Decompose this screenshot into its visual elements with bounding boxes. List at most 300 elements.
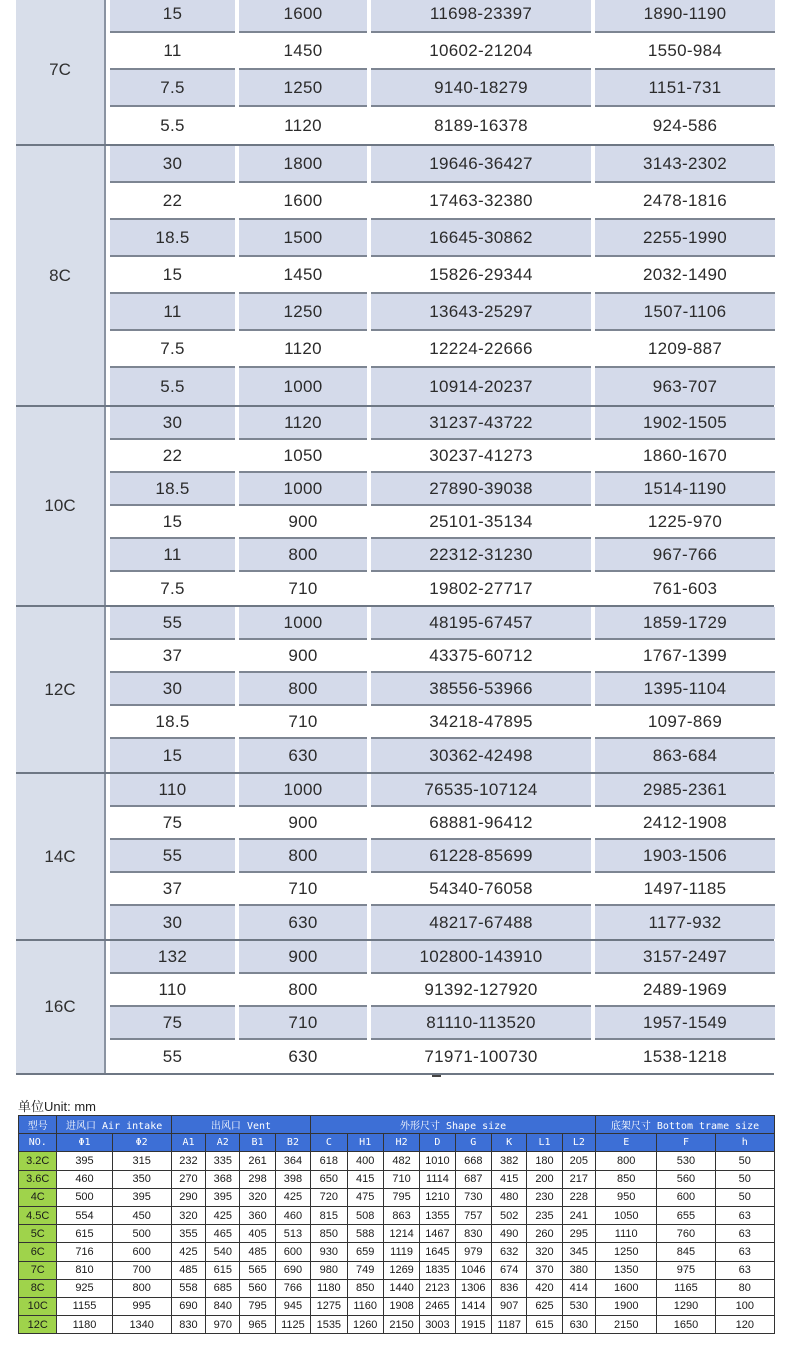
airflow-cell: 102800-143910 [371, 941, 591, 974]
speed-cell: 1600 [239, 0, 367, 33]
performance-row [106, 146, 775, 183]
dimension-cell: 2150 [596, 1316, 657, 1334]
performance-row [106, 774, 775, 807]
dimension-cell: 760 [657, 1225, 715, 1243]
speed-cell: 1500 [239, 220, 367, 257]
dimension-cell: 1414 [455, 1297, 491, 1315]
pressure-cell: 1097-869 [595, 706, 775, 739]
dimension-cell: 632 [491, 1243, 526, 1261]
dimension-cell: 1645 [420, 1243, 455, 1261]
dimension-cell: 180 [527, 1152, 562, 1170]
dimension-cell: 690 [171, 1297, 205, 1315]
dimension-cell: 674 [491, 1261, 526, 1279]
dimension-cell: 355 [171, 1225, 205, 1243]
dimension-cell: 414 [562, 1279, 595, 1297]
column-header: A2 [206, 1134, 240, 1152]
pressure-cell: 1860-1670 [595, 440, 775, 473]
dimension-cell: 700 [112, 1261, 171, 1279]
dimension-cell: 1350 [596, 1261, 657, 1279]
dimension-cell: 425 [206, 1206, 240, 1224]
pressure-cell: 924-586 [652, 115, 718, 135]
dimension-cell: 565 [240, 1261, 275, 1279]
power-cell: 15 [110, 739, 235, 772]
pressure-cell: 1497-1185 [595, 873, 775, 906]
power-cell: 5.5 [160, 115, 185, 135]
power-cell: 110 [110, 774, 235, 807]
performance-row [106, 572, 775, 605]
column-header: H1 [347, 1134, 383, 1152]
power-cell: 22 [110, 183, 235, 220]
power-cell: 18.5 [110, 473, 235, 506]
performance-row [106, 407, 775, 440]
dimension-cell: 1908 [383, 1297, 419, 1315]
dimension-cell: 600 [657, 1188, 715, 1206]
dimension-cell: 500 [57, 1188, 112, 1206]
spec-table-body [19, 1152, 775, 1334]
dimension-cell: 716 [57, 1243, 112, 1261]
airflow-cell: 54340-76058 [371, 873, 591, 906]
dimension-cell: 970 [206, 1316, 240, 1334]
speed-cell: 900 [239, 941, 367, 974]
performance-row [106, 331, 775, 368]
column-header: NO. [19, 1134, 57, 1152]
dimension-cell: 235 [527, 1206, 562, 1224]
spec-row [19, 1225, 775, 1243]
dimension-cell: 360 [240, 1206, 275, 1224]
column-header: L2 [562, 1134, 595, 1152]
performance-row [106, 607, 775, 640]
airflow-cell: 10914-20237 [371, 368, 591, 405]
dimension-cell: 840 [206, 1297, 240, 1315]
model-cell: 8C [19, 1279, 57, 1297]
spec-row [19, 1261, 775, 1279]
performance-row [106, 706, 775, 739]
power-cell: 5.5 [110, 368, 235, 405]
dimension-cell: 480 [491, 1188, 526, 1206]
dimension-cell: 228 [562, 1188, 595, 1206]
pressure-cell: 1550-984 [595, 33, 775, 70]
dimension-cell: 460 [275, 1206, 310, 1224]
dimension-cell: 1275 [311, 1297, 347, 1315]
airflow-cell: 9140-18279 [371, 70, 591, 107]
header-bottom-frame-size: 底架尺寸 Bottom trame size [596, 1116, 775, 1134]
dimension-cell: 398 [275, 1170, 310, 1188]
dimension-cell: 930 [311, 1243, 347, 1261]
dimension-cell: 320 [240, 1188, 275, 1206]
performance-row [106, 673, 775, 706]
dimension-cell: 863 [383, 1206, 419, 1224]
dimension-cell: 530 [562, 1297, 595, 1315]
dimension-cell: 400 [347, 1152, 383, 1170]
model-cell: 4.5C [19, 1206, 57, 1224]
power-cell: 75 [110, 1007, 235, 1040]
dimension-cell: 1050 [596, 1206, 657, 1224]
dimension-cell: 368 [206, 1170, 240, 1188]
performance-row [106, 440, 775, 473]
power-cell: 30 [110, 673, 235, 706]
airflow-cell: 11698-23397 [371, 0, 591, 33]
dimension-cell: 560 [657, 1170, 715, 1188]
dimension-cell: 685 [206, 1279, 240, 1297]
speed-cell: 1000 [239, 774, 367, 807]
airflow-cell: 16645-30862 [371, 220, 591, 257]
speed-cell: 630 [239, 739, 367, 772]
pressure-cell: 1395-1104 [595, 673, 775, 706]
speed-cell: 630 [239, 906, 367, 939]
dimension-cell: 1600 [596, 1279, 657, 1297]
pressure-cell: 1507-1106 [595, 294, 775, 331]
dimension-cell: 1340 [112, 1316, 171, 1334]
model-rows [106, 774, 775, 939]
dimension-cell: 907 [491, 1297, 526, 1315]
model-cell: 7C [19, 1261, 57, 1279]
dimension-cell: 415 [491, 1170, 526, 1188]
power-cell: 15 [110, 506, 235, 539]
pressure-cell: 1225-970 [595, 506, 775, 539]
airflow-cell: 81110-113520 [371, 1007, 591, 1040]
speed-cell: 1120 [239, 331, 367, 368]
performance-row [106, 70, 775, 107]
dimension-cell: 850 [596, 1170, 657, 1188]
dimension-cell: 2150 [383, 1316, 419, 1334]
dimension-cell: 560 [240, 1279, 275, 1297]
dimension-cell: 405 [240, 1225, 275, 1243]
speed-cell: 1250 [239, 70, 367, 107]
power-cell: 11 [110, 294, 235, 331]
dimension-cell: 382 [491, 1152, 526, 1170]
speed-cell: 800 [239, 974, 367, 1007]
dimension-cell: 1180 [311, 1279, 347, 1297]
dimension-cell: 508 [347, 1206, 383, 1224]
dimension-cell: 1290 [657, 1297, 715, 1315]
column-header: G [455, 1134, 491, 1152]
speed-cell: 630 [288, 1046, 318, 1066]
dimension-cell: 3003 [420, 1316, 455, 1334]
dimension-cell: 345 [562, 1243, 595, 1261]
airflow-cell: 71971-100730 [424, 1046, 538, 1066]
column-header: H2 [383, 1134, 419, 1152]
column-header: D [420, 1134, 455, 1152]
speed-cell: 1000 [239, 607, 367, 640]
dimension-cell: 425 [171, 1243, 205, 1261]
dimension-cell: 295 [562, 1225, 595, 1243]
header-air-intake: 进风口 Air intake [57, 1116, 171, 1134]
dimension-cell: 1165 [657, 1279, 715, 1297]
dimension-cell: 618 [311, 1152, 347, 1170]
spec-row [19, 1170, 775, 1188]
dimension-cell: 530 [657, 1152, 715, 1170]
dimension-cell: 120 [715, 1316, 774, 1334]
dimension-cell: 260 [527, 1225, 562, 1243]
pressure-cell: 3157-2497 [595, 941, 775, 974]
model-cell: 5C [19, 1225, 57, 1243]
dimension-cell: 588 [347, 1225, 383, 1243]
performance-row [106, 473, 775, 506]
pressure-cell: 2412-1908 [595, 807, 775, 840]
power-cell: 15 [110, 0, 235, 33]
dimension-cell: 668 [455, 1152, 491, 1170]
model-group [16, 407, 774, 607]
airflow-cell: 12224-22666 [371, 331, 591, 368]
dimension-cell: 615 [206, 1261, 240, 1279]
dimension-cell: 965 [240, 1316, 275, 1334]
dimension-cell: 1250 [596, 1243, 657, 1261]
performance-row [106, 506, 775, 539]
dimension-cell: 554 [57, 1206, 112, 1224]
pressure-cell: 2255-1990 [595, 220, 775, 257]
airflow-cell: 48217-67488 [371, 906, 591, 939]
dimension-cell: 217 [562, 1170, 595, 1188]
dimension-cell: 1535 [311, 1316, 347, 1334]
model-cell: 12C [19, 1316, 57, 1334]
dimension-cell: 749 [347, 1261, 383, 1279]
dimension-cell: 720 [311, 1188, 347, 1206]
dimension-cell: 1125 [275, 1316, 310, 1334]
airflow-cell: 91392-127920 [371, 974, 591, 1007]
dimension-cell: 80 [715, 1279, 774, 1297]
dimension-cell: 615 [527, 1316, 562, 1334]
pressure-cell: 1859-1729 [595, 607, 775, 640]
dimension-cell: 2123 [420, 1279, 455, 1297]
model-label: 8C [16, 146, 106, 405]
spec-row [19, 1152, 775, 1170]
airflow-cell: 68881-96412 [371, 807, 591, 840]
model-rows [106, 407, 775, 605]
dimension-cell: 625 [527, 1297, 562, 1315]
dimension-cell: 485 [171, 1261, 205, 1279]
power-cell: 7.5 [110, 70, 235, 107]
performance-row [106, 807, 775, 840]
dimension-cell: 650 [311, 1170, 347, 1188]
dimension-cell: 1180 [57, 1316, 112, 1334]
model-cell: 6C [19, 1243, 57, 1261]
dimension-cell: 1306 [455, 1279, 491, 1297]
pressure-cell: 1902-1505 [595, 407, 775, 440]
column-header: Φ2 [112, 1134, 171, 1152]
header-shape-size: 外形尺寸 Shape size [311, 1116, 596, 1134]
airflow-cell: 31237-43722 [371, 407, 591, 440]
model-label: 7C [16, 0, 106, 144]
dimension-cell: 979 [455, 1243, 491, 1261]
pressure-cell: 967-766 [595, 539, 775, 572]
dimension-cell: 482 [383, 1152, 419, 1170]
dimension-cell: 945 [275, 1297, 310, 1315]
speed-cell: 710 [288, 578, 318, 598]
power-cell: 22 [110, 440, 235, 473]
dimension-cell: 50 [715, 1188, 774, 1206]
dimension-cell: 600 [275, 1243, 310, 1261]
dimension-cell: 925 [57, 1279, 112, 1297]
dimension-cell: 320 [171, 1206, 205, 1224]
model-rows [106, 146, 775, 405]
speed-cell: 800 [239, 673, 367, 706]
speed-cell: 1000 [239, 473, 367, 506]
dimension-cell: 1155 [57, 1297, 112, 1315]
dimension-cell: 690 [275, 1261, 310, 1279]
dimension-cell: 50 [715, 1152, 774, 1170]
airflow-cell: 27890-39038 [371, 473, 591, 506]
dimension-cell: 1650 [657, 1316, 715, 1334]
airflow-cell: 13643-25297 [371, 294, 591, 331]
airflow-cell: 10602-21204 [371, 33, 591, 70]
power-cell: 30 [110, 906, 235, 939]
spec-row [19, 1297, 775, 1315]
power-cell: 55 [162, 1046, 183, 1066]
model-cell: 3.2C [19, 1152, 57, 1170]
dimension-cell: 315 [112, 1152, 171, 1170]
dimension-cell: 766 [275, 1279, 310, 1297]
dimension-cell: 615 [57, 1225, 112, 1243]
model-rows [106, 941, 775, 1073]
dimension-cell: 450 [112, 1206, 171, 1224]
power-cell: 132 [110, 941, 235, 974]
model-label: 12C [16, 607, 106, 772]
dimension-cell: 1269 [383, 1261, 419, 1279]
divider-mark [432, 1075, 441, 1077]
dimension-cell: 710 [383, 1170, 419, 1188]
speed-cell: 710 [239, 873, 367, 906]
dimension-cell: 757 [455, 1206, 491, 1224]
power-cell: 75 [110, 807, 235, 840]
dimension-cell: 232 [171, 1152, 205, 1170]
model-group [16, 607, 774, 774]
dimension-cell: 810 [57, 1261, 112, 1279]
airflow-cell: 15826-29344 [371, 257, 591, 294]
speed-cell: 710 [239, 1007, 367, 1040]
power-cell: 18.5 [110, 706, 235, 739]
dimension-cell: 370 [527, 1261, 562, 1279]
dimension-cell: 270 [171, 1170, 205, 1188]
performance-table [16, 0, 774, 1075]
dimension-cell: 850 [311, 1225, 347, 1243]
pressure-cell: 1890-1190 [595, 0, 775, 33]
dimension-cell: 63 [715, 1243, 774, 1261]
power-cell: 18.5 [110, 220, 235, 257]
spec-row [19, 1188, 775, 1206]
dimension-cell: 836 [491, 1279, 526, 1297]
pressure-cell: 1767-1399 [595, 640, 775, 673]
power-cell: 15 [110, 257, 235, 294]
model-group [16, 774, 774, 941]
performance-row [106, 107, 775, 144]
column-header: A1 [171, 1134, 205, 1152]
header-model: 型号 [19, 1116, 57, 1134]
dimension-cell: 1835 [420, 1261, 455, 1279]
airflow-cell: 25101-35134 [371, 506, 591, 539]
dimension-cell: 655 [657, 1206, 715, 1224]
airflow-cell: 43375-60712 [371, 640, 591, 673]
performance-row [106, 739, 775, 772]
spec-row [19, 1316, 775, 1334]
dimension-cell: 730 [455, 1188, 491, 1206]
speed-cell: 1450 [239, 33, 367, 70]
dimension-cell: 1010 [420, 1152, 455, 1170]
column-header: L1 [527, 1134, 562, 1152]
dimension-cell: 1110 [596, 1225, 657, 1243]
dimension-cell: 1214 [383, 1225, 419, 1243]
dimension-cell: 395 [112, 1188, 171, 1206]
spec-row [19, 1206, 775, 1224]
performance-row [106, 1007, 775, 1040]
power-cell: 55 [110, 607, 235, 640]
airflow-cell: 76535-107124 [371, 774, 591, 807]
dimension-cell: 63 [715, 1206, 774, 1224]
power-cell: 30 [110, 146, 235, 183]
performance-row [106, 257, 775, 294]
power-cell: 11 [110, 539, 235, 572]
dimension-cell: 1210 [420, 1188, 455, 1206]
model-group [16, 0, 774, 146]
dimension-cell: 795 [383, 1188, 419, 1206]
pressure-cell: 1538-1218 [643, 1046, 727, 1066]
dimension-cell: 800 [112, 1279, 171, 1297]
model-label: 16C [16, 941, 106, 1073]
speed-cell: 1450 [239, 257, 367, 294]
dimension-cell: 845 [657, 1243, 715, 1261]
performance-row [106, 906, 775, 939]
model-label: 10C [16, 407, 106, 605]
power-cell: 7.5 [160, 578, 185, 598]
dimension-cell: 1440 [383, 1279, 419, 1297]
power-cell: 7.5 [110, 331, 235, 368]
pressure-cell: 1957-1549 [595, 1007, 775, 1040]
dimension-cell: 425 [275, 1188, 310, 1206]
speed-cell: 1050 [239, 440, 367, 473]
performance-row [106, 974, 775, 1007]
speed-cell: 1250 [239, 294, 367, 331]
airflow-cell: 48195-67457 [371, 607, 591, 640]
dimension-cell: 200 [527, 1170, 562, 1188]
dimension-cell: 485 [240, 1243, 275, 1261]
dimension-cell: 364 [275, 1152, 310, 1170]
dimension-cell: 490 [491, 1225, 526, 1243]
performance-row [106, 368, 775, 405]
pressure-cell: 863-684 [595, 739, 775, 772]
performance-row [106, 33, 775, 70]
dimension-cell: 2465 [420, 1297, 455, 1315]
column-header: F [657, 1134, 715, 1152]
pressure-cell: 2489-1969 [595, 974, 775, 1007]
spec-row [19, 1243, 775, 1261]
pressure-cell: 1177-932 [595, 906, 775, 939]
performance-row [106, 183, 775, 220]
airflow-cell: 17463-32380 [371, 183, 591, 220]
model-cell: 10C [19, 1297, 57, 1315]
column-header: K [491, 1134, 526, 1152]
speed-cell: 1800 [239, 146, 367, 183]
column-header: E [596, 1134, 657, 1152]
column-header: B2 [275, 1134, 310, 1152]
power-cell: 37 [110, 640, 235, 673]
dimension-cell: 63 [715, 1225, 774, 1243]
dimension-cell: 230 [527, 1188, 562, 1206]
dimension-cell: 830 [455, 1225, 491, 1243]
airflow-cell: 38556-53966 [371, 673, 591, 706]
pressure-cell: 761-603 [652, 578, 718, 598]
dimension-cell: 350 [112, 1170, 171, 1188]
dimension-cell: 1114 [420, 1170, 455, 1188]
column-header: B1 [240, 1134, 275, 1152]
model-rows [106, 0, 775, 144]
pressure-cell: 2032-1490 [595, 257, 775, 294]
dimension-cell: 1915 [455, 1316, 491, 1334]
pressure-cell: 1903-1506 [595, 840, 775, 873]
dimension-cell: 420 [527, 1279, 562, 1297]
dimension-cell: 630 [562, 1316, 595, 1334]
dimension-cell: 1260 [347, 1316, 383, 1334]
column-header: Φ1 [57, 1134, 112, 1152]
dimension-cell: 975 [657, 1261, 715, 1279]
